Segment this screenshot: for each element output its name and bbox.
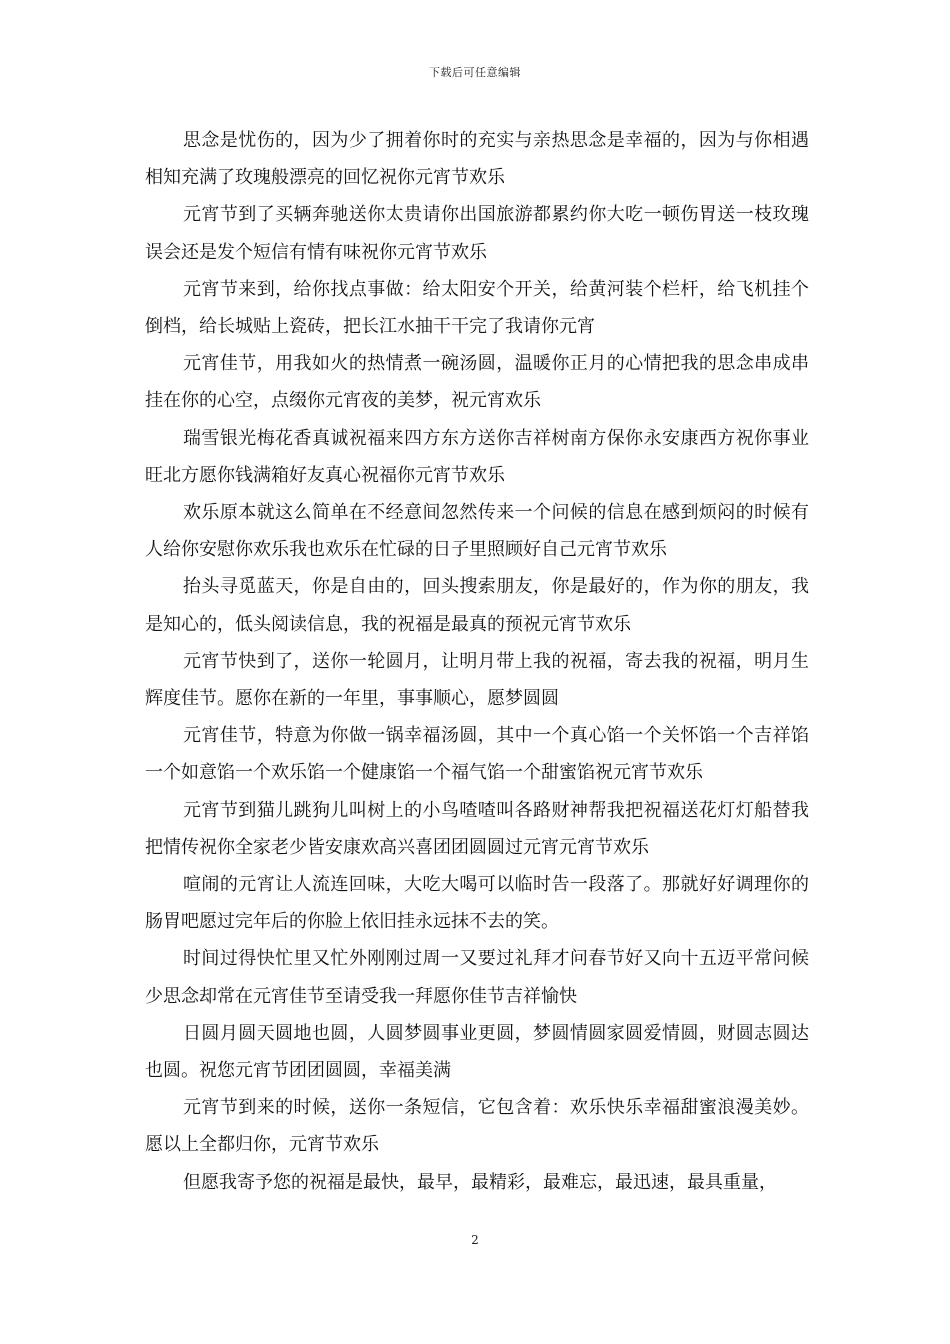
paragraph-8: 元宵节快到了，送你一轮圆月，让明月带上我的祝福，寄去我的祝福，明月生辉度佳节。愿你在新的一年里，事事顺心，愿梦圆圆 xyxy=(145,650,809,710)
paragraph-15: 但愿我寄予您的祝福是最快，最早，最精彩，最难忘，最迅速，最具重量， xyxy=(183,1171,777,1193)
page-header: 下载后可任意编辑 xyxy=(429,66,521,79)
paragraph-12: 时间过得快忙里又忙外刚刚过周一又要过礼拜才问春节好又向十五迈平常问候少思念却常在元宵佳节至请受我一拜愿你佳节吉祥愉快 xyxy=(145,948,809,1007)
paragraph-3: 元宵节来到，给你找点事做：给太阳安个开关，给黄河装个栏杆，给飞机挂个倒档，给长城贴上瓷砖，把长江水抽干干完了我请你元宵 xyxy=(145,278,809,338)
paragraph-7: 抬头寻觅蓝天，你是自由的，回头搜索朋友，你是最好的，作为你的朋友，我是知心的，低头阅读信息，我的祝福是最真的预祝元宵节欢乐 xyxy=(145,576,809,635)
document-body xyxy=(145,122,809,1201)
paragraph-5: 瑞雪银光梅花香真诚祝福来四方东方送你吉祥树南方保你永安康西方祝你事业旺北方愿你钱满箱好友真心祝福你元宵节欢乐 xyxy=(145,427,809,486)
paragraph-4: 元宵佳节，用我如火的热情煮一碗汤圆，温暖你正月的心情把我的思念串成串挂在你的心空，点缀你元宵夜的美梦，祝元宵欢乐 xyxy=(145,353,809,412)
paragraph-13: 日圆月圆天圆地也圆，人圆梦圆事业更圆，梦圆情圆家圆爱情圆，财圆志圆达也圆。祝您元宵节团团圆圆，幸福美满 xyxy=(145,1022,809,1082)
paragraph-11: 喧闹的元宵让人流连回味，大吃大喝可以临时告一段落了。那就好好调理你的肠胃吧愿过完年后的你脸上依旧挂永远抹不去的笑。 xyxy=(145,874,809,933)
paragraph-6: 欢乐原本就这么简单在不经意间忽然传来一个问候的信息在感到烦闷的时候有人给你安慰你欢乐我也欢乐在忙碌的日子里照顾好自己元宵节欢乐 xyxy=(145,502,809,561)
page-number: 2 xyxy=(471,1233,479,1247)
paragraph-10: 元宵节到猫儿跳狗儿叫树上的小鸟喳喳叫各路财神帮我把祝福送花灯灯船替我把情传祝你全家老少皆安康欢高兴喜团团圆圆过元宵元宵节欢乐 xyxy=(145,799,809,858)
paragraph-1: 思念是忧伤的，因为少了拥着你时的充实与亲热思念是幸福的，因为与你相遇相知充满了玫瑰般漂亮的回忆祝你元宵节欢乐 xyxy=(145,130,809,189)
paragraph-2: 元宵节到了买辆奔驰送你太贵请你出国旅游都累约你大吃一顿伤胃送一枝玫瑰误会还是发个短信有情有味祝你元宵节欢乐 xyxy=(145,204,809,263)
paragraph-9: 元宵佳节，特意为你做一锅幸福汤圆，其中一个真心馅一个关怀馅一个吉祥馅一个如意馅一个欢乐馅一个健康馅一个福气馅一个甜蜜馅祝元宵节欢乐 xyxy=(145,725,809,784)
paragraph-14: 元宵节到来的时候，送你一条短信，它包含着：欢乐快乐幸福甜蜜浪漫美妙。愿以上全都归你，元宵节欢乐 xyxy=(145,1097,809,1156)
